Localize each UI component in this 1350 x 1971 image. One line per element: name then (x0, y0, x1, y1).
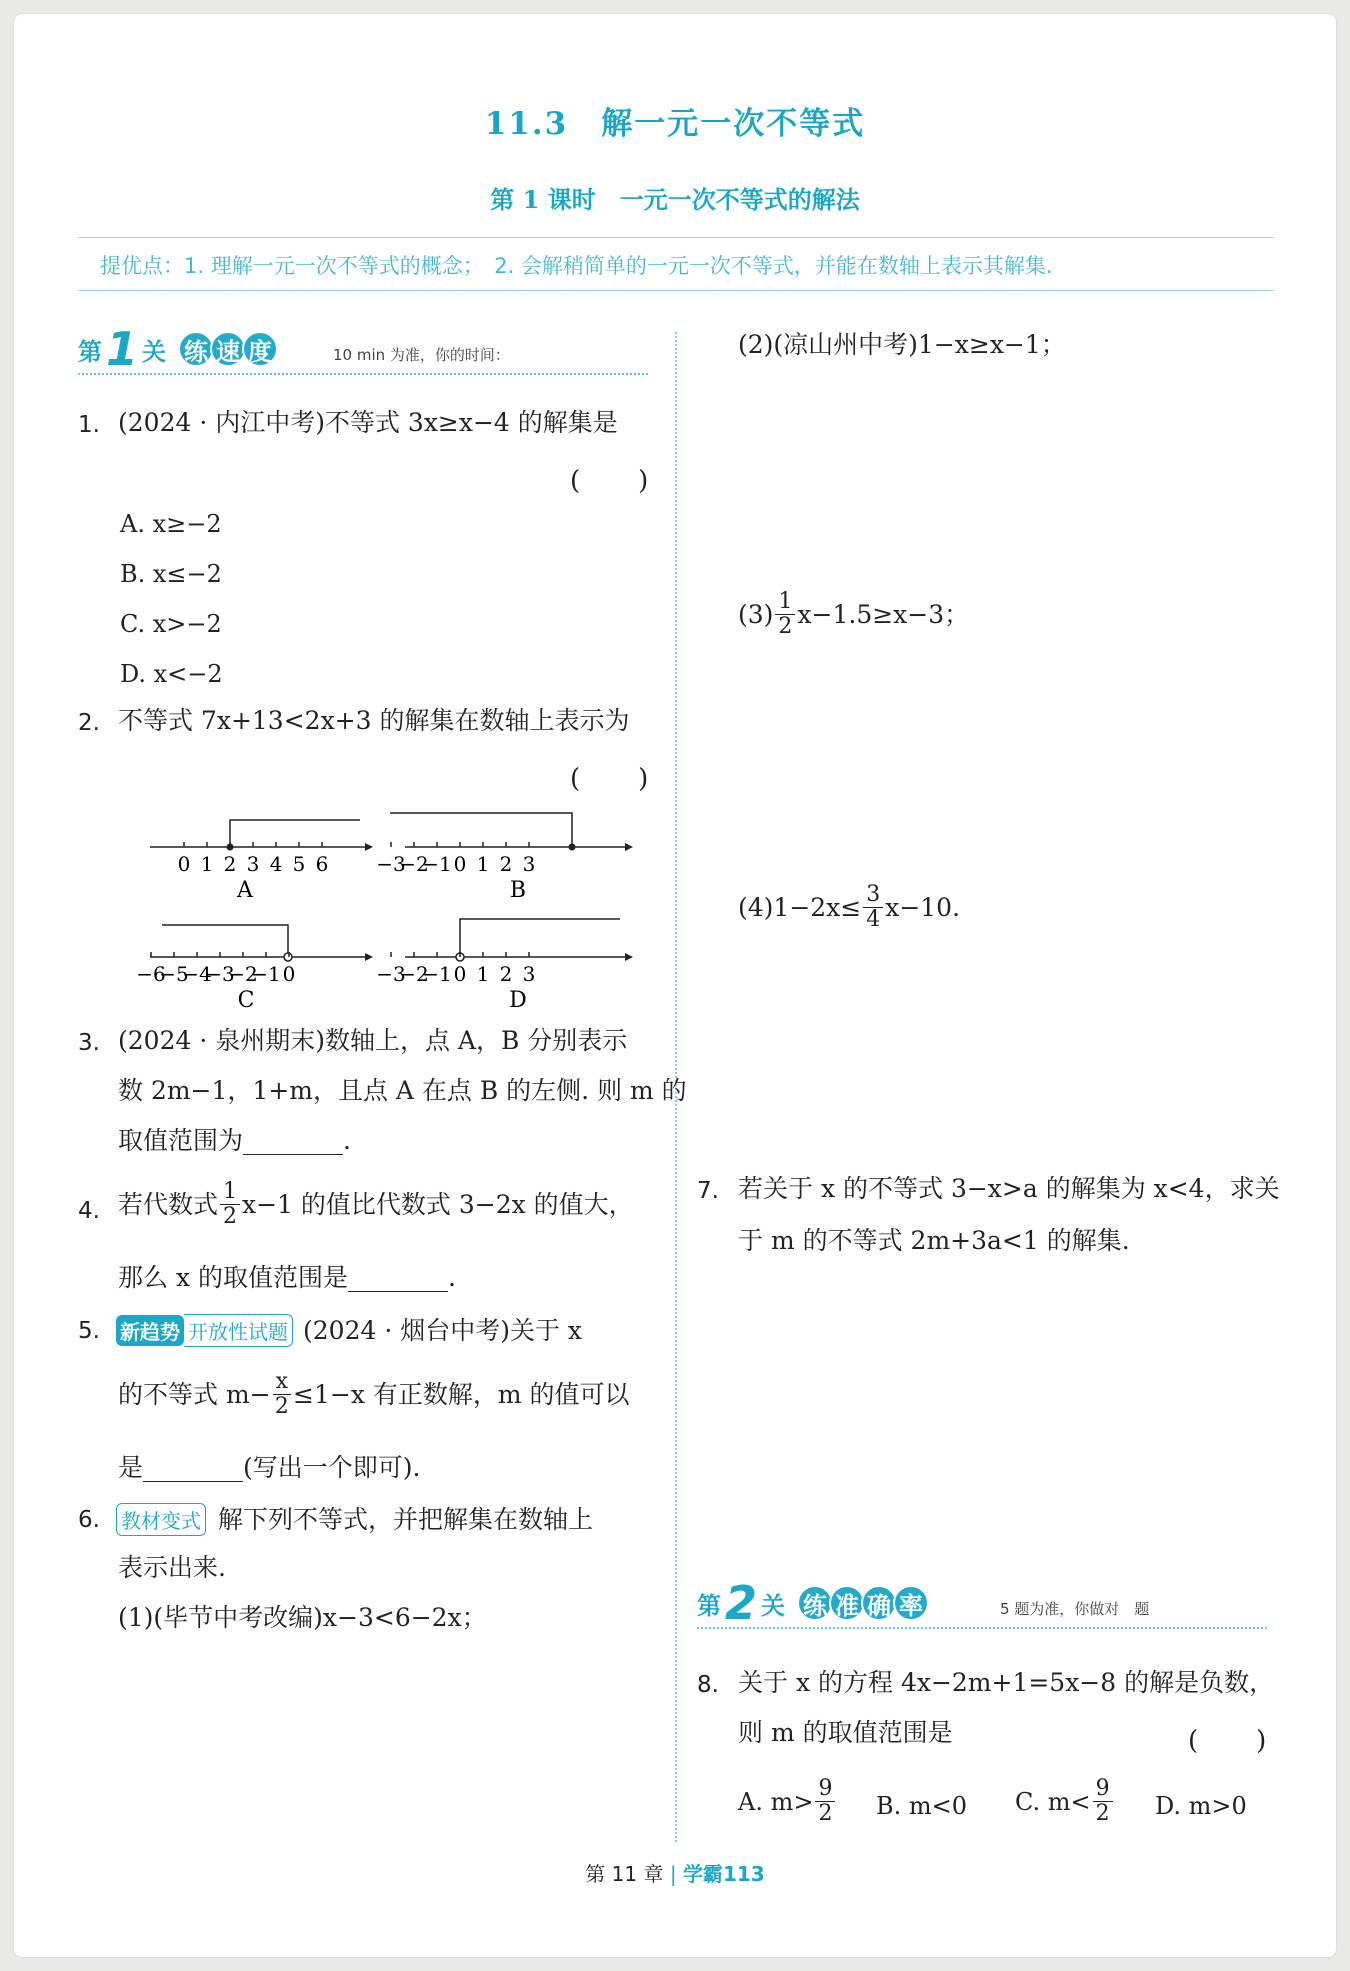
axis-c-tick-label: −4 (182, 962, 212, 986)
axis-c-tick-label: −2 (228, 962, 258, 986)
badge-char: 度 (242, 331, 278, 367)
q1-number: 1. (78, 412, 100, 438)
q6-p3-fraction (775, 590, 795, 639)
q6-p3-post: x−1.5≥x−3； (797, 600, 970, 630)
frac-denominator: 2 (818, 1801, 833, 1827)
q6-number: 6. (78, 1507, 100, 1533)
section1-number: 1 (106, 322, 139, 376)
q6-text-2: 表示出来. (118, 1553, 226, 1582)
frac-denominator: 2 (274, 1394, 289, 1420)
q8-option-a-pre: A. m> (738, 1787, 814, 1816)
option-b-label: B (509, 878, 527, 903)
q4-line-2[interactable]: 那么 x 的取值范围是________. (118, 1263, 456, 1292)
frac-numerator: 1 (775, 590, 795, 615)
q8-option-a-fraction (815, 1777, 835, 1826)
q4-text (118, 1180, 634, 1229)
q1-option-b[interactable]: B. x≤−2 (120, 560, 222, 588)
q5-pre: 的不等式 m− (118, 1380, 271, 1410)
axis-b-tick-label: 1 (476, 852, 490, 876)
q6-part-3 (738, 590, 969, 639)
q8-line-1: 关于 x 的方程 4x−2m+1=5x−8 的解是负数， (738, 1668, 1275, 1697)
section1-divider (78, 373, 648, 375)
option-a-label: A (237, 878, 253, 903)
q4-fraction (220, 1180, 240, 1229)
frac-numerator: 1 (220, 1180, 240, 1205)
section1-di: 第 (78, 337, 102, 366)
q1-text: (2024 · 内江中考)不等式 3x≥x−4 的解集是 (118, 408, 618, 437)
q8-option-d[interactable]: D. m>0 (1155, 1792, 1247, 1820)
q5-line-2 (118, 1370, 630, 1419)
q2-answer-paren[interactable]: ( ) (570, 764, 651, 794)
option-c-label: C (237, 988, 255, 1013)
q6-part-1: (1)(毕节中考改编)x−3<6−2x； (118, 1603, 487, 1632)
frac-denominator: 2 (1095, 1801, 1110, 1827)
axis-c-tick-label: 0 (282, 962, 296, 986)
axis-b-tick-label: 3 (522, 852, 536, 876)
axis-b-tick-label: −2 (399, 852, 429, 876)
page-title: 11.3 解一元一次不等式 (484, 106, 866, 142)
axis-a-tick-label: 4 (269, 852, 283, 876)
q4-pre: 若代数式 (118, 1190, 219, 1220)
option-d-label: D (509, 988, 527, 1013)
axis-d-tick-label: 2 (499, 962, 513, 986)
axis-c-tick-label: −5 (159, 962, 189, 986)
axis-a-tick-label: 5 (292, 852, 306, 876)
frac-numerator: x (273, 1370, 291, 1395)
axis-b-tick-label: 0 (453, 852, 467, 876)
axis-b-tick-label: −1 (422, 852, 452, 876)
axis-c-tick-label: −1 (251, 962, 281, 986)
axis-d-tick-label: 0 (453, 962, 467, 986)
q5-text-1: (2024 · 烟台中考)关于 x (303, 1316, 583, 1345)
q6-p4-fraction (863, 883, 883, 932)
footer-brand: 学霸 (682, 1862, 723, 1886)
q6-variant-tag: 教材变式 (116, 1503, 206, 1536)
section1-note: 10 min 为准，你的时间： (333, 346, 510, 364)
badge-char: 练 (178, 331, 214, 367)
q8-option-c-pre: C. m< (1015, 1787, 1091, 1816)
badge-char: 练 (797, 1585, 833, 1621)
q1-option-c[interactable]: C. x>−2 (120, 610, 222, 638)
axis-b-tick-label: −3 (376, 852, 406, 876)
q6-p3-pre: (3) (738, 600, 774, 630)
q3-line-3[interactable]: 取值范围为________. (118, 1126, 351, 1155)
q6-text-1: 解下列不等式，并把解集在数轴上 (218, 1505, 594, 1534)
axis-d-tick-label: −1 (422, 962, 452, 986)
axis-d-tick-label: −2 (399, 962, 429, 986)
section2-number: 2 (725, 1576, 758, 1630)
frac-numerator: 3 (863, 883, 883, 908)
frac-numerator: 9 (1093, 1777, 1113, 1802)
axis-a-tick-label: 1 (200, 852, 214, 876)
section2-guan: 关 (761, 1591, 786, 1620)
tip-text: 提优点：1. 理解一元一次不等式的概念； 2. 会解稍简单的一元一次不等式，并能在数轴上表示其解集. (100, 254, 1053, 278)
section2-note: 5 题为准，你做对 题 (1000, 1600, 1150, 1618)
section1-badge (178, 331, 274, 367)
q6-part-4 (738, 883, 960, 932)
section2-divider (697, 1627, 1267, 1629)
frac-denominator: 4 (866, 907, 881, 933)
q1-option-a[interactable]: A. x≥−2 (120, 510, 222, 538)
frac-denominator: 2 (778, 614, 793, 640)
q8-number: 8. (697, 1672, 719, 1698)
lesson-subtitle: 第 1 课时 一元一次不等式的解法 (490, 185, 860, 214)
q1-answer-paren[interactable]: ( ) (570, 466, 651, 496)
q5-fraction (273, 1370, 291, 1419)
badge-char: 率 (893, 1585, 929, 1621)
q6-part-2: (2)(凉山州中考)1−x≥x−1； (738, 330, 1066, 359)
section2-di: 第 (697, 1591, 721, 1620)
axis-c-tick-label: −3 (205, 962, 235, 986)
section1-guan: 关 (142, 337, 167, 366)
page-number: 113 (722, 1862, 765, 1886)
q8-option-c[interactable] (1015, 1777, 1115, 1826)
q5-post: ≤1−x 有正数解，m 的值可以 (293, 1380, 630, 1410)
q5-trend-tag: 新趋势 (116, 1315, 184, 1346)
q2-text: 不等式 7x+13<2x+3 的解集在数轴上表示为 (118, 706, 630, 735)
axis-a-tick-label: 0 (177, 852, 191, 876)
q1-option-d[interactable]: D. x<−2 (120, 660, 223, 688)
section2-badge (797, 1585, 925, 1621)
frac-numerator: 9 (815, 1777, 835, 1802)
axis-d-tick-label: 1 (476, 962, 490, 986)
q4-number: 4. (78, 1198, 100, 1224)
q7-line-1: 若关于 x 的不等式 3−x>a 的解集为 x<4，求关 (738, 1174, 1280, 1203)
q4-post: x−1 的值比代数式 3−2x 的值大， (242, 1190, 634, 1220)
axis-a-tick-label: 3 (246, 852, 260, 876)
badge-char: 确 (861, 1585, 897, 1621)
q3-line-2: 数 2m−1，1+m，且点 A 在点 B 的左侧. 则 m 的 (118, 1076, 687, 1105)
q8-answer-paren[interactable]: ( ) (1188, 1726, 1269, 1756)
axis-b-tick-label: 2 (499, 852, 513, 876)
axis-c-tick-label: −6 (136, 962, 166, 986)
q5-header (116, 1314, 582, 1347)
q3-line-1: (2024 · 泉州期末)数轴上，点 A，B 分别表示 (118, 1026, 628, 1055)
axis-a-tick-label: 6 (315, 852, 329, 876)
axis-a-tick-label: 2 (223, 852, 237, 876)
section1-header (78, 322, 274, 376)
q2-number: 2. (78, 710, 100, 736)
q8-line-2: 则 m 的取值范围是 (738, 1718, 953, 1747)
q6-p4-pre: (4)1−2x≤ (738, 893, 862, 923)
q6-header (116, 1503, 593, 1536)
page-footer: 第 11 章 | 学霸113 (585, 1862, 765, 1886)
q6-p4-post: x−10. (885, 893, 961, 923)
badge-char: 准 (829, 1585, 865, 1621)
badge-char: 速 (210, 331, 246, 367)
q8-option-c-fraction (1093, 1777, 1113, 1826)
q5-number: 5. (78, 1318, 100, 1344)
axis-d-tick-label: −3 (376, 962, 406, 986)
q8-option-b[interactable]: B. m<0 (876, 1792, 968, 1820)
footer-chapter: 第 11 章 (585, 1862, 664, 1886)
q5-open-tag: 开放性试题 (184, 1314, 293, 1347)
q3-number: 3. (78, 1030, 100, 1056)
q2-number-lines (136, 795, 660, 1020)
q7-line-2: 于 m 的不等式 2m+3a<1 的解集. (738, 1226, 1130, 1255)
section2-header (697, 1576, 925, 1630)
axis-d-tick-label: 3 (522, 962, 536, 986)
frac-denominator: 2 (223, 1204, 238, 1230)
q5-line-3[interactable]: 是________(写出一个即可). (118, 1453, 421, 1482)
q8-option-a[interactable] (738, 1777, 837, 1826)
q7-number: 7. (697, 1178, 719, 1204)
